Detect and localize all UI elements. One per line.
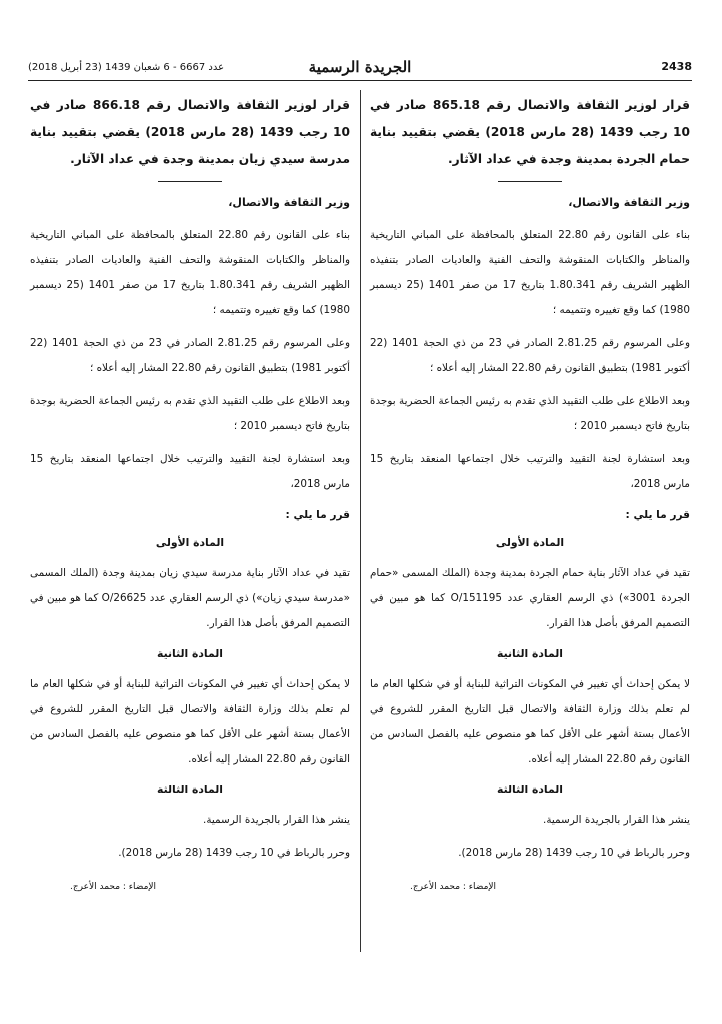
preamble-paragraph: بناء على القانون رقم 22.80 المتعلق بالمحافظة على المباني التاريخية والمناظر والكتابات المنقوشة والتحف الفنية والعاديات الصادر بتنفيذه الظهير الشريف رقم 1.80.341 بتاريخ 17 من صفر 1401 (25 ديسمبر 1980) كما وقع تغييره وتتميمه ؛ [30, 229, 351, 316]
article-text: لا يمكن إحداث أي تغيير في المكونات التراثية للبناية أو في شكلها العام ما لم تعلم بذلك وزارة الثقافة والاتصال قبل التاريخ المقرر للشروع في الأعمال بستة أشهر على الأقل كما هو منصوص عليه بالفصل السادس من القانون رقم 22.80 المشار إليه أعلاه. [30, 678, 350, 765]
closing-line: وحرر بالرباط في 10 رجب 1439 (28 مارس 2018). [458, 847, 690, 859]
decision-column-right [370, 92, 690, 894]
decision-column-left [30, 92, 350, 894]
gazette-name: الجريدة الرسمية [308, 58, 412, 76]
title-rule [498, 181, 562, 182]
preamble-paragraph: وعلى المرسوم رقم 2.81.25 الصادر في 23 من ذي الحجة 1401 (22 أكتوبر 1981) بتطبيق القانون رقم 22.80 المشار إليه أعلاه ؛ [370, 337, 691, 374]
page-header [28, 58, 692, 81]
article-text: ينشر هذا القرار بالجريدة الرسمية. [203, 814, 350, 826]
closing-line: وحرر بالرباط في 10 رجب 1439 (28 مارس 2018). [118, 847, 350, 859]
minister-line: وزير الثقافة والاتصال، [228, 196, 350, 209]
preamble-paragraph: وبعد استشارة لجنة التقييد والترتيب خلال اجتماعها المنعقد بتاريخ 15 مارس 2018، [30, 453, 350, 490]
minister-line: وزير الثقافة والاتصال، [568, 196, 690, 209]
preamble-paragraph: وعلى المرسوم رقم 2.81.25 الصادر في 23 من ذي الحجة 1401 (22 أكتوبر 1981) بتطبيق القانون رقم 22.80 المشار إليه أعلاه ؛ [30, 337, 351, 374]
article-heading: المادة الثالثة [497, 783, 563, 796]
article-text: تقيد في عداد الآثار بناية حمام الجردة بمدينة وجدة (الملك المسمى «حمام الجردة 3001») ذي الرسم العقاري عدد O/151195 كما هو مبين في التصميم المرفق بأصل هذا القرار. [370, 567, 690, 629]
article-heading: المادة الأولى [155, 536, 225, 549]
article-heading: المادة الثالثة [157, 783, 223, 796]
preamble-paragraph: بناء على القانون رقم 22.80 المتعلق بالمحافظة على المباني التاريخية والمناظر والكتابات المنقوشة والتحف الفنية والعاديات الصادر بتنفيذه الظهير الشريف رقم 1.80.341 بتاريخ 17 من صفر 1401 (25 ديسمبر 1980) كما وقع تغييره وتتميمه ؛ [370, 229, 691, 316]
signature-line: الإمضاء : محمد الأعرج. [70, 882, 157, 892]
preamble-paragraph: وبعد الاطلاع على طلب التقييد الذي تقدم به رئيس الجماعة الحضرية بوجدة بتاريخ فاتح ديسمبر 2010 ؛ [370, 395, 690, 432]
column-divider [360, 90, 361, 952]
page-number: 2438 [661, 60, 692, 73]
article-text: لا يمكن إحداث أي تغيير في المكونات التراثية للبناية أو في شكلها العام ما لم تعلم بذلك وزارة الثقافة والاتصال قبل التاريخ المقرر للشروع في الأعمال بستة أشهر على الأقل كما هو منصوص عليه بالفصل السادس من القانون رقم 22.80 المشار إليه أعلاه. [370, 678, 690, 765]
decreed-line: قرر ما يلي : [285, 509, 350, 521]
signature-line: الإمضاء : محمد الأعرج. [410, 882, 497, 892]
title-rule [158, 181, 222, 182]
article-text: ينشر هذا القرار بالجريدة الرسمية. [543, 814, 690, 826]
decision-title: قرار لوزير الثقافة والاتصال رقم 865.18 صادر في 10 رجب 1439 (28 مارس 2018) يقضي بتقييد بناية حمام الجردة بمدينة وجدة في عداد الآثار. [370, 98, 690, 166]
decreed-line: قرر ما يلي : [625, 509, 690, 521]
preamble-paragraph: وبعد استشارة لجنة التقييد والترتيب خلال اجتماعها المنعقد بتاريخ 15 مارس 2018، [370, 453, 690, 490]
decision-title: قرار لوزير الثقافة والاتصال رقم 866.18 صادر في 10 رجب 1439 (28 مارس 2018) يقضي بتقييد بناية مدرسة سيدي زيان بمدينة وجدة في عداد الآثار. [30, 98, 350, 166]
article-heading: المادة الثانية [497, 647, 563, 660]
article-heading: المادة الأولى [495, 536, 565, 549]
article-heading: المادة الثانية [157, 647, 223, 660]
article-text: تقيد في عداد الآثار بناية مدرسة سيدي زيان بمدينة وجدة (الملك المسمى «مدرسة سيدي زيان») ذي الرسم العقاري عدد O/26625 كما هو مبين في التصميم المرفق بأصل هذا القرار. [30, 567, 350, 629]
preamble-paragraph: وبعد الاطلاع على طلب التقييد الذي تقدم به رئيس الجماعة الحضرية بوجدة بتاريخ فاتح ديسمبر 2010 ؛ [30, 395, 350, 432]
issue-info: عدد 6667 - 6 شعبان 1439 (23 أبريل 2018) [28, 62, 225, 73]
